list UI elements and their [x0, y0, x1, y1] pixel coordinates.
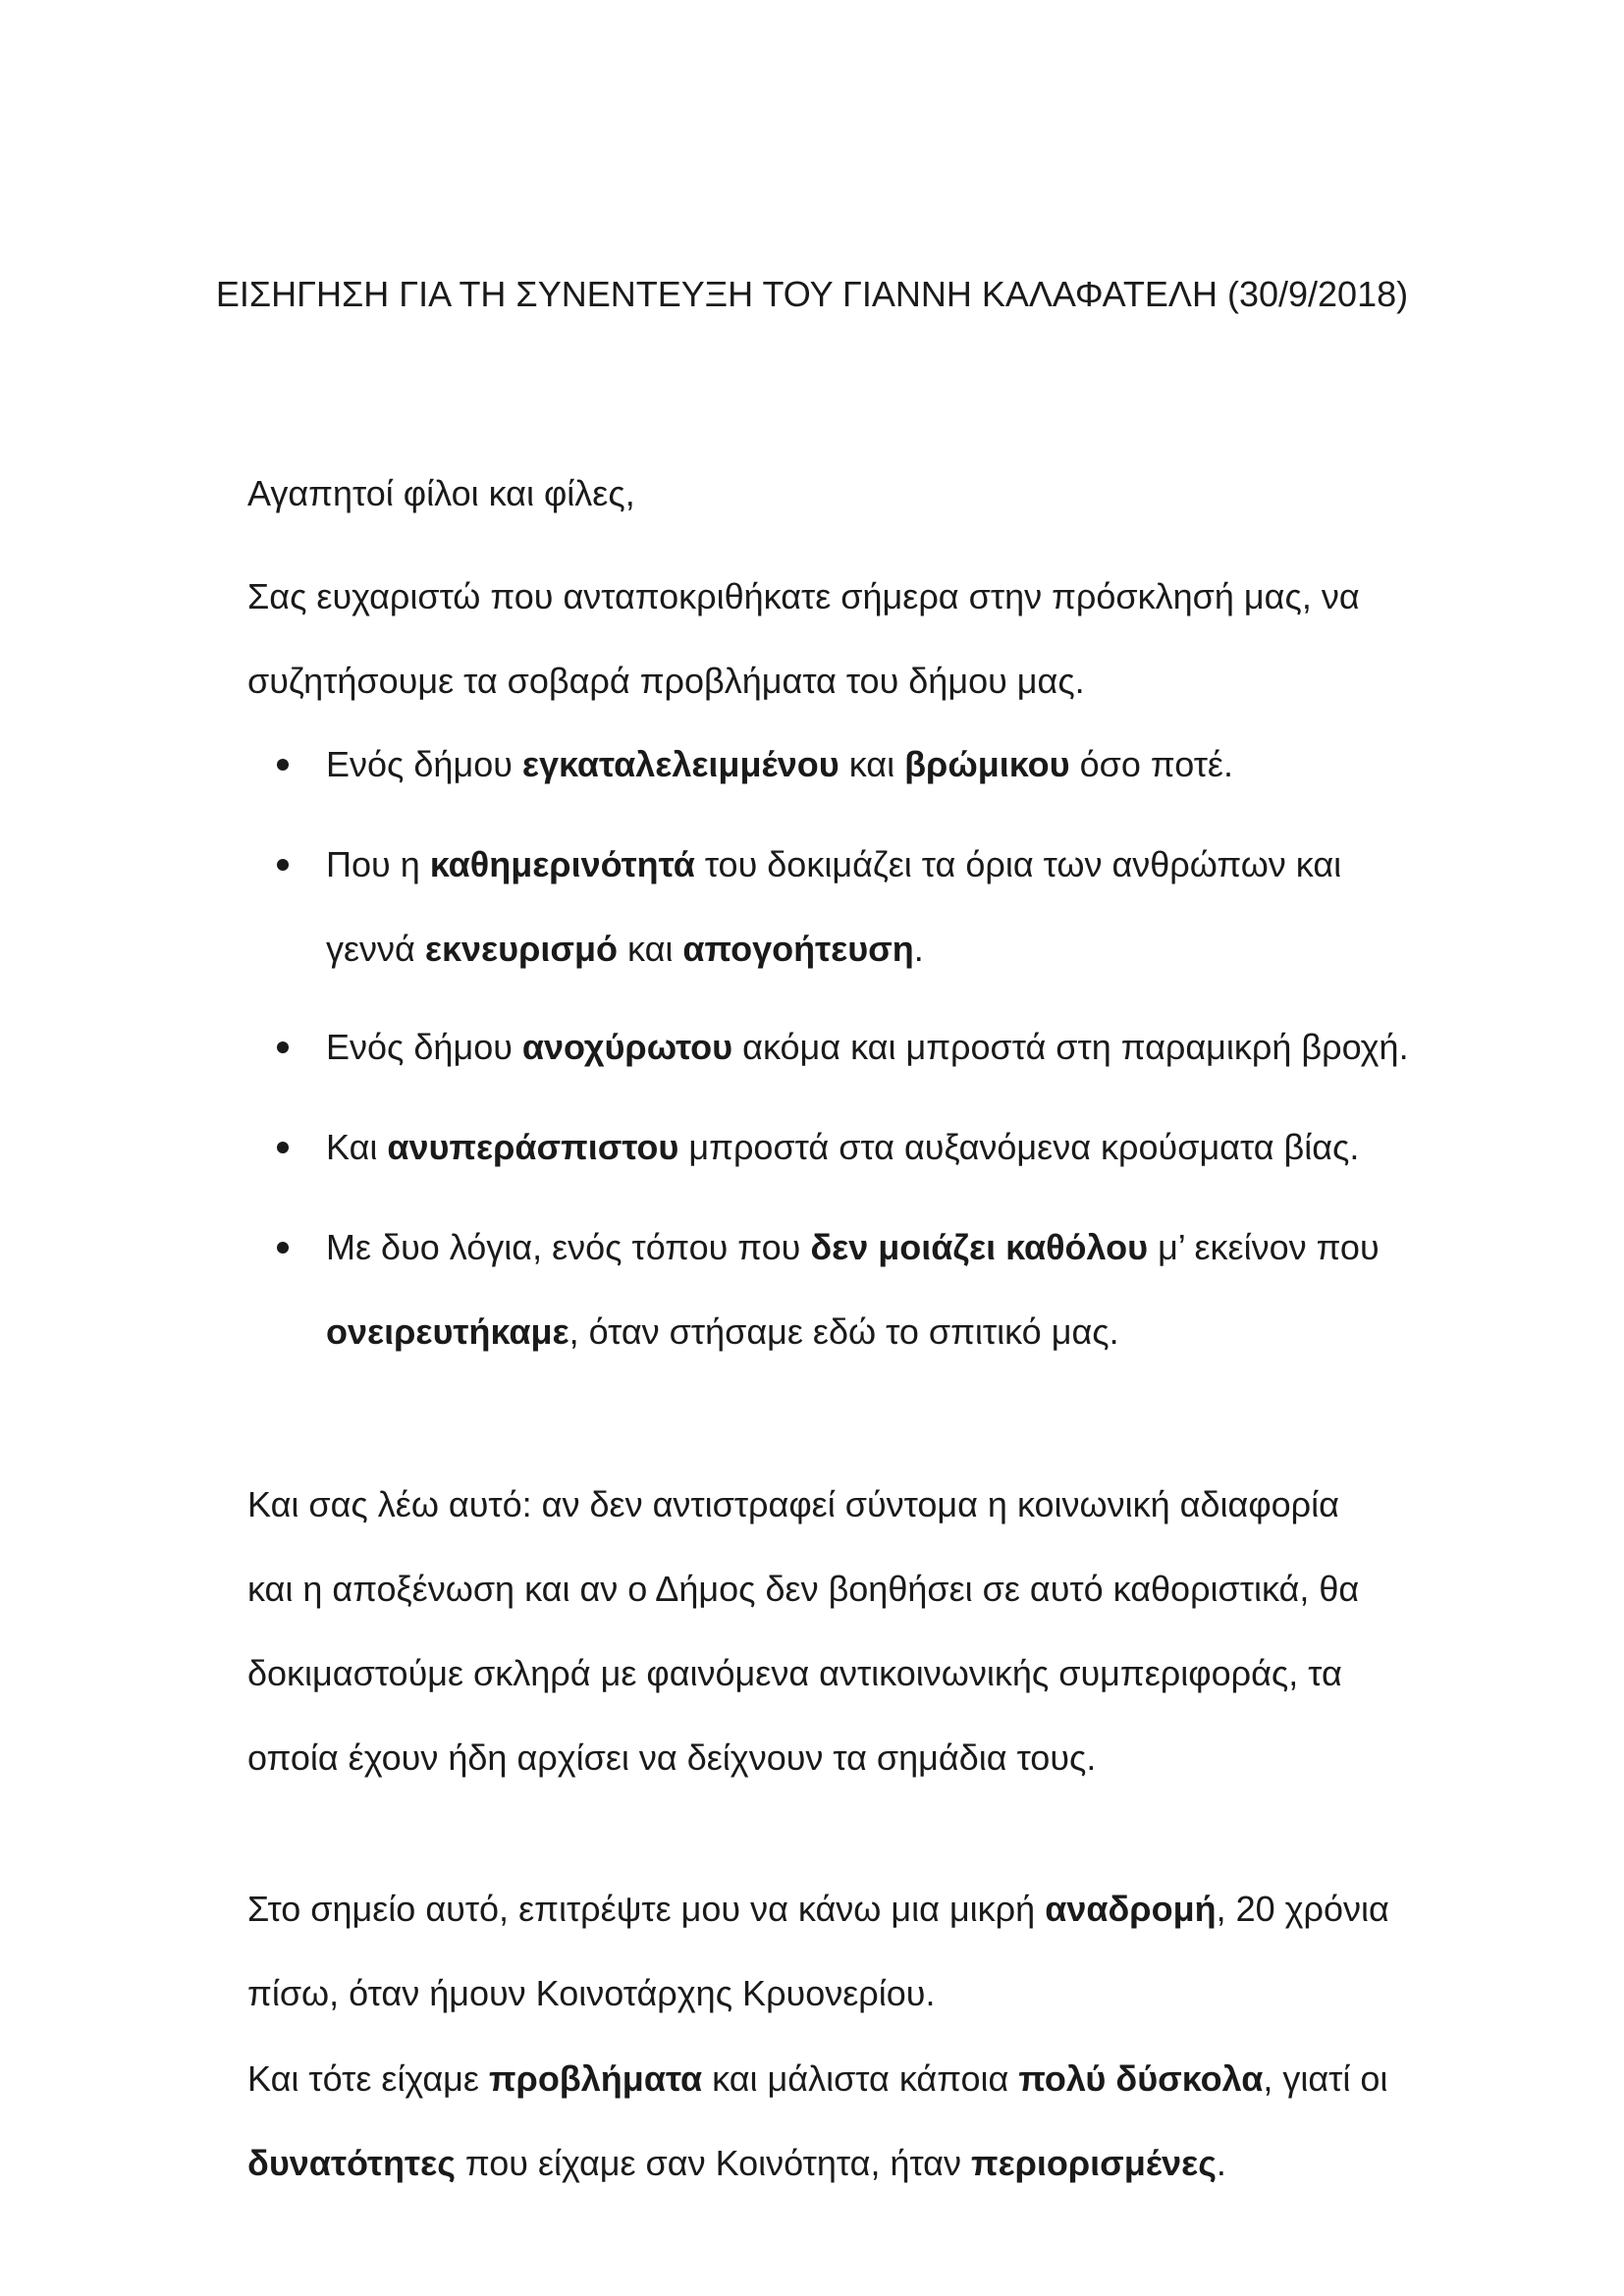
bullet-item-4 [326, 1105, 1359, 1190]
paragraph-3 [247, 1867, 1416, 2036]
text-run: Με δυο λόγια, ενός τόπου που [326, 1227, 811, 1267]
bold-run: δεν μοιάζει καθόλου [810, 1227, 1149, 1267]
text-run: , 20 χρόνια [1216, 1889, 1389, 1929]
bold-run: πολύ δύσκολα [1018, 2058, 1264, 2099]
bold-run: περιορισμένες [971, 2143, 1217, 2183]
text-run: όσο ποτέ. [1069, 744, 1233, 784]
text-run: Ενός δήμου [326, 744, 522, 784]
bullet-2-line-1 [326, 823, 1341, 907]
bullet-5-line-1 [326, 1205, 1380, 1290]
bold-run: ανυπεράσπιστου [387, 1127, 679, 1167]
bullet-1-line-1 [326, 722, 1233, 807]
intro-line-2: συζητήσουμε τα σοβαρά προβλήματα του δήμου μας. [247, 661, 1085, 701]
greeting-paragraph [247, 452, 1416, 536]
text-run: και [839, 744, 905, 784]
text-run: Στο σημείο αυτό, επιτρέψτε μου να κάνω μια μικρή [247, 1889, 1046, 1929]
text-run: ακόμα και μπροστά στη παραμικρή βροχή. [732, 1027, 1409, 1067]
bullet-marker-2 [277, 859, 289, 871]
intro-line-1: Σας ευχαριστώ που ανταποκριθήκατε σήμερα στην πρόσκλησή μας, να [247, 576, 1360, 616]
text-run: μ’ εκείνον που [1148, 1227, 1380, 1267]
text-run: Που η [326, 844, 430, 884]
bullet-marker-4 [277, 1142, 289, 1153]
para3-line-1 [247, 1867, 1416, 1951]
para2-line-1: Και σας λέω αυτό: αν δεν αντιστραφεί σύντομα η κοινωνική αδιαφορία [247, 1484, 1339, 1524]
para4-line-1 [247, 2037, 1416, 2121]
bold-run: καθημερινότητά [429, 844, 695, 884]
text-run: . [913, 929, 924, 969]
page-title: ΕΙΣΗΓΗΣΗ ΓΙΑ ΤΗ ΣΥΝΕΝΤΕΥΞΗ ΤΟΥ ΓΙΑΝΝΗ ΚΑΛΑΦΑΤΕΛΗ (30/9/2018) [215, 274, 1409, 314]
para3-line-2: πίσω, όταν ήμουν Κοινοτάρχης Κρυονερίου. [247, 1973, 936, 2013]
bullet-3-line-1 [326, 1005, 1409, 1090]
para2-line-3: δοκιμαστούμε σκληρά με φαινόμενα αντικοινωνικής συμπεριφοράς, τα [247, 1653, 1342, 1693]
paragraph-2 [247, 1463, 1416, 1800]
para4-line-2 [247, 2121, 1416, 2206]
text-run: του δοκιμάζει τα όρια των ανθρώπων και [694, 844, 1342, 884]
bold-run: ονειρευτήκαμε [326, 1311, 569, 1352]
paragraph-4 [247, 2037, 1416, 2206]
text-run: γεννά [326, 929, 425, 969]
bullet-marker-3 [277, 1041, 289, 1053]
bold-run: εγκαταλελειμμένου [521, 744, 839, 784]
greeting-line: Αγαπητοί φίλοι και φίλες, [247, 473, 635, 513]
bullet-marker-5 [277, 1242, 289, 1254]
text-run: Και [326, 1127, 388, 1167]
text-run: Ενός δήμου [326, 1027, 522, 1067]
bullet-2-line-2 [326, 907, 1341, 991]
intro-paragraph [247, 555, 1416, 723]
bullet-item-5 [326, 1205, 1380, 1374]
text-run: , όταν στήσαμε εδώ το σπιτικό μας. [568, 1311, 1119, 1352]
bullet-marker-1 [277, 759, 289, 771]
bold-run: αναδρομή [1045, 1889, 1217, 1929]
bold-run: απογοήτευση [682, 929, 914, 969]
bold-run: εκνευρισμό [424, 929, 619, 969]
text-run: που είχαμε σαν Κοινότητα, ήταν [455, 2143, 971, 2183]
bullet-5-line-2 [326, 1290, 1380, 1374]
bold-run: δυνατότητες [247, 2143, 456, 2183]
para2-line-4: οποία έχουν ήδη αρχίσει να δείχνουν τα σημάδια τους. [247, 1737, 1097, 1778]
bullet-item-1 [326, 722, 1233, 807]
bold-run: ανοχύρωτου [521, 1027, 733, 1067]
text-run: . [1216, 2143, 1226, 2183]
text-run: μπροστά στα αυξανόμενα κρούσματα βίας. [678, 1127, 1360, 1167]
para2-line-2: και η αποξένωση και αν ο Δήμος δεν βοηθήσει σε αυτό καθοριστικά, θα [247, 1569, 1360, 1609]
text-run: Και τότε είχαμε [247, 2058, 489, 2099]
text-run: , γιατί οι [1263, 2058, 1388, 2099]
bold-run: βρώμικου [904, 744, 1070, 784]
bullet-item-2 [326, 823, 1341, 991]
bold-run: προβλήματα [488, 2058, 703, 2099]
bullet-4-line-1 [326, 1105, 1359, 1190]
text-run: και [618, 929, 683, 969]
text-run: και μάλιστα κάποια [702, 2058, 1019, 2099]
bullet-item-3 [326, 1005, 1409, 1090]
